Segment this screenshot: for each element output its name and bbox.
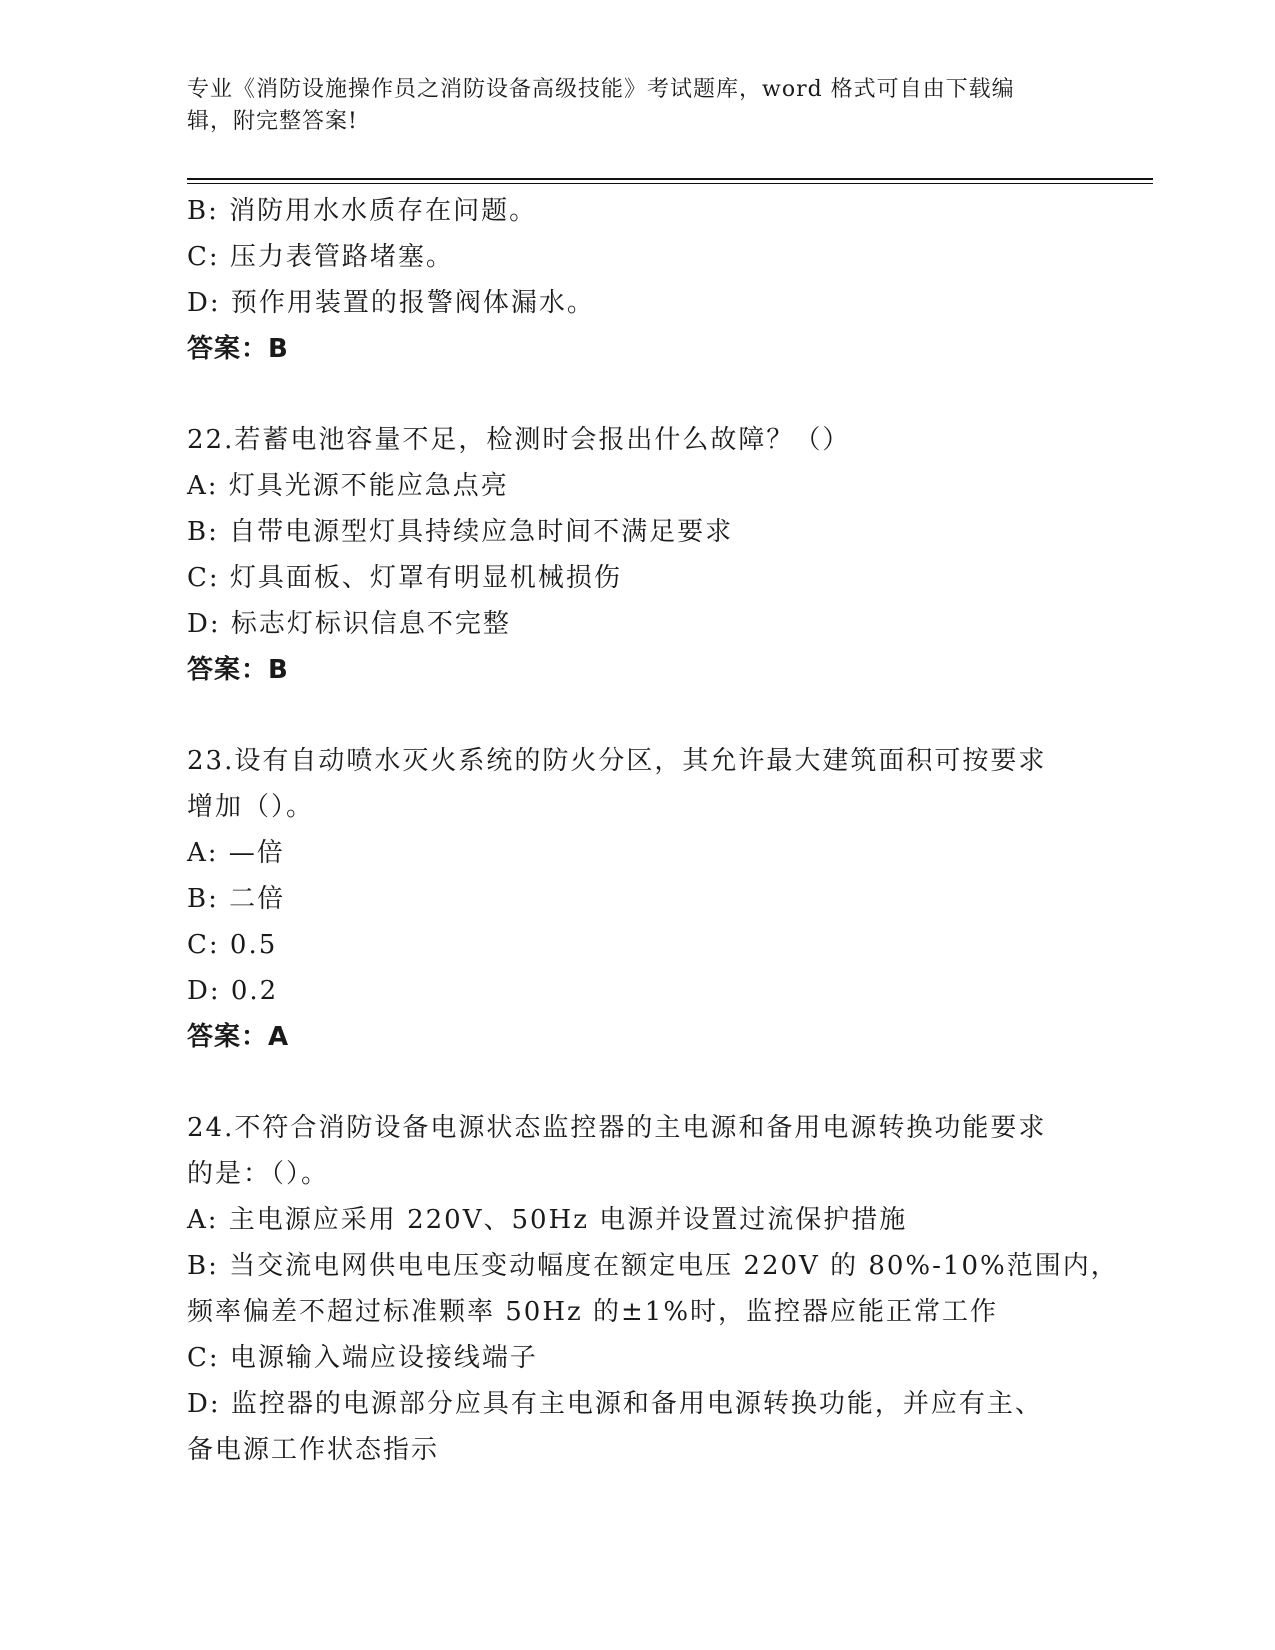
option-a: A: 灯具光源不能应急点亮 — [187, 471, 509, 501]
question-text: 24.不符合消防设备电源状态监控器的主电源和备用电源转换功能要求 — [187, 1113, 1047, 1143]
question-block-24 — [187, 1105, 1119, 1473]
spacer — [187, 1060, 1087, 1105]
question-block-22 — [187, 417, 1087, 693]
question-text-continued: 的是：（）。 — [187, 1159, 330, 1189]
document-header — [187, 74, 1087, 138]
option-b: B: 消防用水水质存在问题。 — [187, 196, 538, 226]
question-text: 23.设有自动喷水灭火系统的防火分区，其允许最大建筑面积可按要求 — [187, 746, 1047, 776]
option-b: B: 当交流电网供电电压变动幅度在额定电压 220V 的 80%-10%范围内， — [187, 1251, 1119, 1281]
option-b: B: 二倍 — [187, 884, 286, 914]
option-c: C: 电源输入端应设接线端子 — [187, 1343, 538, 1373]
option-d: D: 标志灯标识信息不完整 — [187, 609, 511, 639]
header-divider-thin — [187, 183, 1153, 184]
option-a: A: —倍 — [187, 838, 285, 868]
header-divider-thick — [187, 178, 1153, 180]
answer: 答案：B — [187, 334, 289, 364]
option-d-continued: 备电源工作状态指示 — [187, 1435, 440, 1465]
answer: 答案：A — [187, 1022, 290, 1052]
option-d: D: 预作用装置的报警阀体漏水。 — [187, 288, 595, 318]
option-c: C: 压力表管路堵塞。 — [187, 242, 454, 272]
question-block-23 — [187, 738, 1087, 1060]
question-text: 22.若蓄电池容量不足，检测时会报出什么故障？（） — [187, 425, 851, 455]
answer: 答案：B — [187, 655, 289, 685]
option-d: D: 监控器的电源部分应具有主电源和备用电源转换功能，并应有主、 — [187, 1389, 1043, 1419]
option-c: C: 灯具面板、灯罩有明显机械损伤 — [187, 563, 622, 593]
question-text-continued: 增加（）。 — [187, 792, 315, 822]
spacer — [187, 372, 1087, 417]
option-d: D: 0.2 — [187, 976, 279, 1006]
question-block-previous — [187, 188, 1087, 372]
option-b-continued: 频率偏差不超过标准颗率 50Hz 的±1%时，监控器应能正常工作 — [187, 1297, 999, 1327]
header-line-1: 专业《消防设施操作员之消防设备高级技能》考试题库，word 格式可自由下载编 — [187, 77, 1015, 102]
question-list — [187, 188, 1119, 1473]
option-a: A: 主电源应采用 220V、50Hz 电源并设置过流保护措施 — [187, 1205, 908, 1235]
option-c: C: 0.5 — [187, 930, 278, 960]
header-line-2: 辑，附完整答案! — [187, 109, 358, 134]
spacer — [187, 693, 1087, 738]
option-b: B: 自带电源型灯具持续应急时间不满足要求 — [187, 517, 734, 547]
